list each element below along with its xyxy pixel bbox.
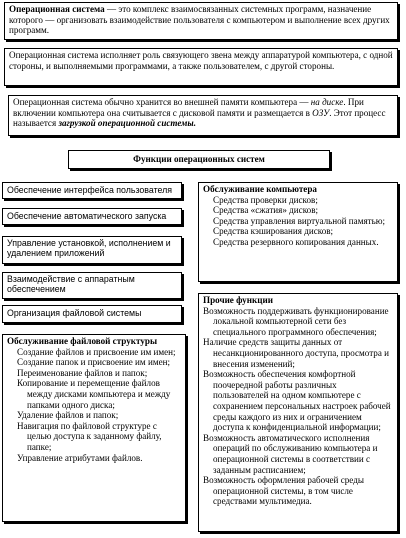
function-label: Обеспечение автоматического запуска xyxy=(7,211,167,221)
list-item: Возможность оформления рабочей среды операционной системы, в том числе средствами мультимедиа. xyxy=(203,475,364,507)
function-user-interface xyxy=(2,182,182,199)
function-hardware-interaction xyxy=(2,272,182,299)
list-item: Копирование и перемещение файлов между дисками компьютера и между папками одного диска; xyxy=(17,378,171,410)
storage-box xyxy=(8,95,398,136)
list-item: Управление атрибутами файлов. xyxy=(17,452,143,463)
list-item: Создание папок и присвоение им имен; xyxy=(17,357,171,368)
file-service-box xyxy=(2,334,186,522)
function-autostart xyxy=(2,208,182,225)
role-text: Операционная система исполняет роль связующего звена между аппаратурой компьютера, с одной стороны, и выполняемыми программами, а также пользователем, с другой стороны. xyxy=(9,50,393,71)
other-functions-box xyxy=(198,293,398,532)
function-label: Управление установкой, исполнением и удалением приложений xyxy=(7,238,171,259)
storage-disk: на диске xyxy=(310,97,344,107)
function-label: Обеспечение интерфейса пользователя xyxy=(7,185,172,195)
definition-box xyxy=(4,2,398,40)
function-label: Взаимодействие с аппаратным обеспечением xyxy=(7,274,135,295)
computer-service-list xyxy=(203,195,393,248)
file-service-heading: Обслуживание файловой структуры xyxy=(7,336,158,346)
list-item: Возможность автоматического исполнения операций по обслуживанию компьютера и операционной системы в соответствии с заданным расписанием; xyxy=(203,432,378,475)
role-box xyxy=(4,48,398,86)
list-item: Возможность поддерживать функционирование локальной компьютерной сети без специального программного обеспечения; xyxy=(203,305,389,337)
list-item: Средства резервного копирования данных. xyxy=(213,236,379,247)
list-item: Наличие средств защиты данных от несанкционированного доступа, просмотра и внесения изменений; xyxy=(203,337,390,369)
computer-service-heading: Обслуживание компьютера xyxy=(203,184,317,194)
other-functions-heading: Прочие функции xyxy=(203,295,273,305)
function-label: Организация файловой системы xyxy=(7,308,142,318)
list-item: Удаление файлов и папок; xyxy=(17,410,119,421)
functions-title: Функции операционных систем xyxy=(133,154,265,164)
functions-title-box xyxy=(68,150,330,169)
list-item: Создание файлов и присвоение им имен; xyxy=(17,346,176,357)
storage-text-1: Операционная система обычно хранится во внешней памяти компьютера — xyxy=(13,97,311,107)
list-item: Средства проверки дисков; xyxy=(213,194,318,205)
file-service-list xyxy=(7,347,181,464)
computer-service-box xyxy=(198,182,398,282)
list-item: Навигация по файловой структуре с целью доступа к заданному файлу, папке; xyxy=(17,420,162,452)
definition-text: — это комплекс взаимосвязанных системных программ, назначение которого — организовать взаимодействие пользователя с компьютером и выполнение всех других программ. xyxy=(9,4,390,36)
function-file-system xyxy=(2,305,182,323)
storage-boot: загрузкой операционной системы. xyxy=(58,118,196,129)
list-item: Средства «сжатия» дисков; xyxy=(213,205,319,216)
list-item: Переименование файлов и папок; xyxy=(17,367,148,378)
list-item: Средства кэширования дисков; xyxy=(213,226,334,237)
storage-ram: ОЗУ xyxy=(312,107,330,118)
function-app-management xyxy=(2,236,182,264)
list-item: Средства управления виртуальной памятью; xyxy=(213,215,386,226)
storage-text-2: . При включении компьютера она считывается с дисковой памяти и размещается в xyxy=(13,97,364,118)
list-item: Возможность обеспечения комфортной поочередной работы различных пользователей на одном компьютере с сохранением персональных настроек рабочей среды каждого из них и ограничением доступа к конфиденциальной информации; xyxy=(203,369,391,433)
definition-term: Операционная система xyxy=(9,4,105,14)
storage-text-3: . Этот процесс называется xyxy=(13,107,386,129)
